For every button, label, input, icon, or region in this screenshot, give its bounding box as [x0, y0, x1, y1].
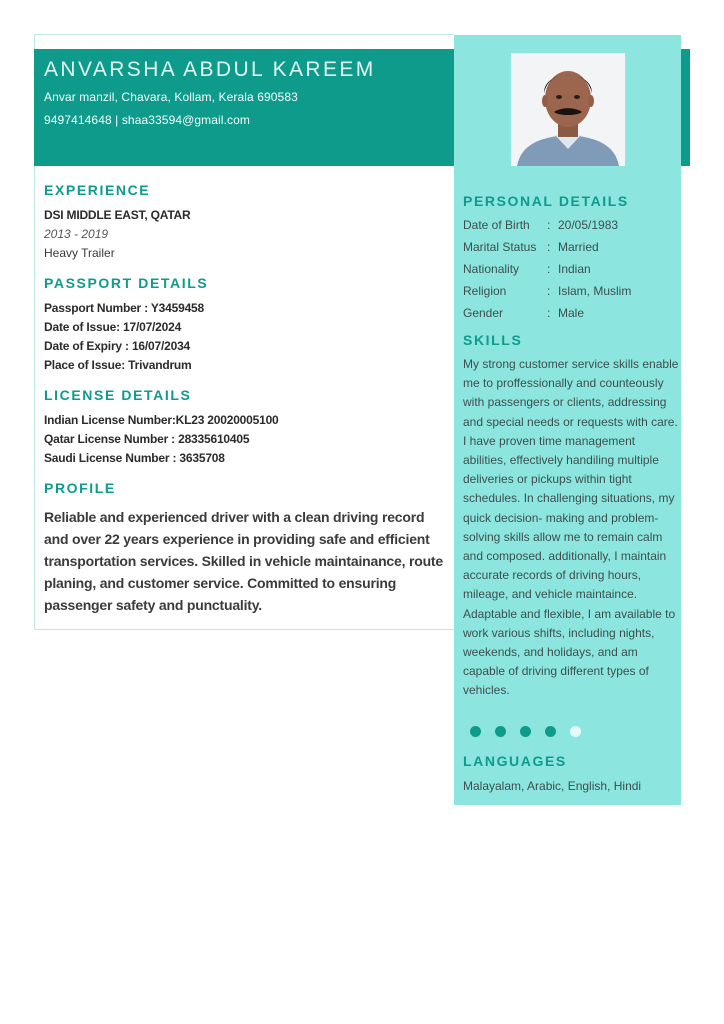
personal-details-heading: PERSONAL DETAILS: [463, 193, 629, 209]
personal-details-value: 20/05/1983: [558, 218, 619, 232]
experience-heading: EXPERIENCE: [44, 182, 151, 198]
rating-dot: [495, 726, 506, 737]
personal-details-value: Indian: [558, 262, 591, 276]
license-indian: Indian License Number:KL23 20020005100: [44, 413, 279, 427]
passport-place-of-issue: Place of Issue: Trivandrum: [44, 358, 192, 372]
personal-details-colon: :: [547, 306, 551, 320]
personal-details-label: Gender: [463, 306, 504, 320]
personal-details-value: Married: [558, 240, 599, 254]
languages-text: Malayalam, Arabic, English, Hindi: [463, 779, 642, 793]
personal-details-label: Religion: [463, 284, 507, 298]
rating-dot: [470, 726, 481, 737]
experience-years: 2013 - 2019: [44, 227, 109, 241]
contact-address: Anvar manzil, Chavara, Kollam, Kerala 690583: [44, 90, 298, 104]
profile-photo: [511, 53, 625, 166]
experience-company: DSI MIDDLE EAST, QATAR: [44, 208, 191, 222]
rating-dot: [545, 726, 556, 737]
personal-details-label: Nationality: [463, 262, 520, 276]
skills-heading: SKILLS: [463, 332, 523, 348]
profile-photo-icon: [511, 53, 625, 166]
passport-expiry-date: Date of Expiry : 16/07/2034: [44, 339, 191, 353]
contact-phone-email: 9497414648 | shaa33594@gmail.com: [44, 113, 250, 127]
rating-dot: [570, 726, 581, 737]
license-heading: LICENSE DETAILS: [44, 387, 192, 403]
rating-dot: [520, 726, 531, 737]
languages-heading: LANGUAGES: [463, 753, 567, 769]
personal-details-label: Marital Status: [463, 240, 537, 254]
passport-heading: PASSPORT DETAILS: [44, 275, 209, 291]
personal-details-colon: :: [547, 218, 551, 232]
personal-details-colon: :: [547, 284, 551, 298]
passport-number: Passport Number : Y3459458: [44, 301, 204, 315]
experience-role: Heavy Trailer: [44, 246, 115, 260]
personal-details-value: Male: [558, 306, 585, 320]
profile-text: Reliable and experienced driver with a clean driving record and over 22 years experience in providing safe and efficient transportation services. Skilled in vehicle maintainance, route planing, and customer service. Committed to ensuring passenger safety and punctuality.: [44, 509, 443, 613]
skills-text: My strong customer service skills enable me to proffessionally and counteously with passengers or clients, addressing and special needs or requests with care. I have proven time management abilities, effectively handiling multiple deliveries or pickups within tight schedules. In challenging situations, my quick decision- making and problem-solving skills allow me to remain calm and composed. additionally, I maintain accurate records of driving hours, mileage, and vehicle maintaince. Adaptable and flexible, I am available to work various shifts, including nights, weekends, and holidays, and am capable of driving different types of vehicles.: [463, 357, 679, 698]
license-saudi: Saudi License Number : 3635708: [44, 451, 225, 465]
profile-heading: PROFILE: [44, 480, 116, 496]
personal-details-colon: :: [547, 262, 551, 276]
candidate-name: ANVARSHA ABDUL KAREEM: [44, 58, 376, 81]
passport-issue-date: Date of Issue: 17/07/2024: [44, 320, 182, 334]
personal-details-colon: :: [547, 240, 551, 254]
personal-details-value: Islam, Muslim: [558, 284, 632, 298]
personal-details-label: Date of Birth: [463, 218, 530, 232]
license-qatar: Qatar License Number : 28335610405: [44, 432, 250, 446]
